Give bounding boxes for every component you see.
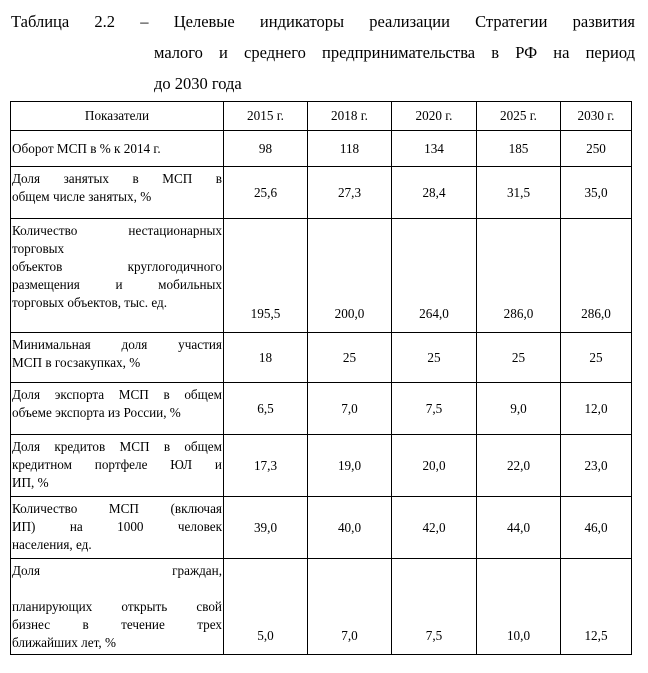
indicator-label (11, 167, 224, 219)
indicator-label-line: Количество нестационарных (12, 223, 222, 238)
indicator-label-line: объеме экспорта из России, % (12, 405, 181, 420)
indicator-label-line: планирующих открыть свой (12, 599, 222, 614)
table-row (11, 559, 632, 655)
column-header-indicator: Показатели (11, 102, 224, 131)
indicator-value: 42,0 (392, 497, 477, 559)
indicator-label (11, 131, 224, 167)
indicator-value: 12,5 (561, 559, 632, 655)
indicator-label (11, 435, 224, 497)
table-row (11, 219, 632, 333)
table-row (11, 333, 632, 383)
table-row (11, 167, 632, 219)
indicator-label-line: размещения и мобильных (12, 277, 222, 292)
indicator-value: 6,5 (224, 383, 308, 435)
indicator-value: 25 (308, 333, 392, 383)
indicator-value: 200,0 (308, 219, 392, 333)
column-header-2030: 2030 г. (561, 102, 632, 131)
indicator-value: 25,6 (224, 167, 308, 219)
caption-line-1: Таблица 2.2 – Целевые индикаторы реализации Стратегии развития (11, 12, 635, 31)
column-header-2015: 2015 г. (224, 102, 308, 131)
indicator-value: 286,0 (561, 219, 632, 333)
indicator-label-line: Минимальная доля участия (12, 337, 222, 352)
indicator-value: 18 (224, 333, 308, 383)
indicator-label (11, 383, 224, 435)
indicator-value: 7,0 (308, 383, 392, 435)
column-header-2018: 2018 г. (308, 102, 392, 131)
indicator-value: 46,0 (561, 497, 632, 559)
indicator-value: 10,0 (477, 559, 561, 655)
indicator-value: 118 (308, 131, 392, 167)
indicator-label-line: МСП в госзакупках, % (12, 355, 141, 370)
table-row (11, 131, 632, 167)
indicator-label-line: населения, ед. (12, 537, 92, 552)
indicators-table (10, 101, 632, 655)
indicator-value: 39,0 (224, 497, 308, 559)
indicator-value: 250 (561, 131, 632, 167)
indicator-value: 27,3 (308, 167, 392, 219)
indicator-label (11, 497, 224, 559)
indicator-label-line: ИП) на 1000 человек (12, 519, 222, 534)
indicator-label-line: торговых (12, 241, 65, 256)
indicator-label-line: общем числе занятых, % (12, 189, 152, 204)
table-body (11, 131, 632, 655)
indicator-label-line: Оборот МСП в % к 2014 г. (12, 141, 161, 156)
indicator-label-line: Количество МСП (включая (12, 501, 222, 516)
indicator-label-line: ИП, % (12, 475, 49, 490)
indicator-value: 195,5 (224, 219, 308, 333)
indicator-value: 25 (477, 333, 561, 383)
caption-line-3: до 2030 года (154, 74, 242, 93)
indicator-label-line: объектов круглогодичного (12, 259, 222, 274)
indicator-value: 28,4 (392, 167, 477, 219)
table-caption (11, 6, 635, 99)
indicator-label-line: торговых объектов, тыс. ед. (12, 295, 168, 310)
indicator-value: 9,0 (477, 383, 561, 435)
indicator-value: 17,3 (224, 435, 308, 497)
table-row (11, 383, 632, 435)
indicator-value: 35,0 (561, 167, 632, 219)
indicator-value: 7,5 (392, 383, 477, 435)
indicator-label-line: бизнес в течение трех (12, 617, 222, 632)
table-row (11, 497, 632, 559)
indicator-value: 7,5 (392, 559, 477, 655)
indicator-label-line: Доля кредитов МСП в общем (12, 439, 222, 454)
caption-line-2: малого и среднего предпринимательства в РФ на период (154, 43, 635, 62)
indicator-label-line: Доля занятых в МСП в (12, 171, 222, 186)
indicator-value: 25 (392, 333, 477, 383)
indicator-value: 264,0 (392, 219, 477, 333)
indicator-value: 7,0 (308, 559, 392, 655)
indicator-label (11, 559, 224, 655)
indicator-label-line: Доля экспорта МСП в общем (12, 387, 222, 402)
table-header-row (11, 102, 632, 131)
indicator-label (11, 219, 224, 333)
indicator-value: 22,0 (477, 435, 561, 497)
indicator-value: 19,0 (308, 435, 392, 497)
indicator-label (11, 333, 224, 383)
indicator-value: 98 (224, 131, 308, 167)
indicator-value: 134 (392, 131, 477, 167)
indicator-value: 20,0 (392, 435, 477, 497)
indicator-value: 286,0 (477, 219, 561, 333)
indicator-value: 23,0 (561, 435, 632, 497)
indicator-value: 185 (477, 131, 561, 167)
indicator-label-line: Доля граждан, (12, 563, 222, 578)
indicator-label-line: ближайших лет, % (12, 635, 116, 650)
column-header-2025: 2025 г. (477, 102, 561, 131)
indicator-value: 44,0 (477, 497, 561, 559)
column-header-2020: 2020 г. (392, 102, 477, 131)
indicator-value: 12,0 (561, 383, 632, 435)
indicator-label-line: кредитном портфеле ЮЛ и (12, 457, 222, 472)
indicator-value: 25 (561, 333, 632, 383)
indicator-value: 31,5 (477, 167, 561, 219)
indicator-value: 5,0 (224, 559, 308, 655)
table-row (11, 435, 632, 497)
indicator-value: 40,0 (308, 497, 392, 559)
indicator-label-line (12, 580, 222, 598)
